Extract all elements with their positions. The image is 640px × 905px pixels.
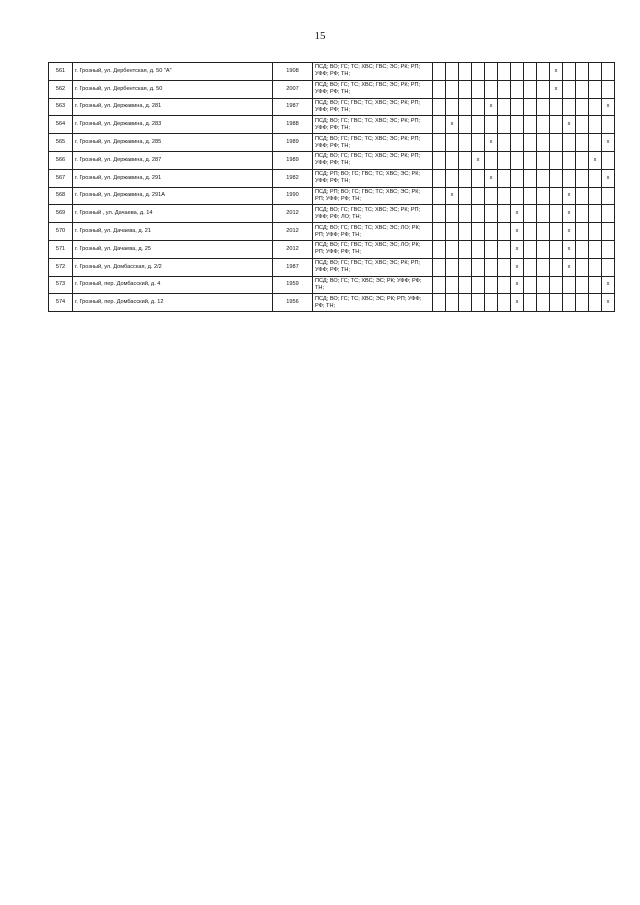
address-cell: г. Грозный, ул. Дачаева, д. 21 <box>73 223 273 241</box>
row-number-cell: 567 <box>49 169 73 187</box>
row-number-cell: 571 <box>49 240 73 258</box>
table-row <box>49 98 615 116</box>
table-row <box>49 187 615 205</box>
works-list-cell: ПСД; ВО; ГС; ГВС; ТС; ХВС; ЭС; РК; РП; УФФ; РФ; ТН; <box>313 151 433 169</box>
works-list-cell: ПСД; РП; ВО; ГС; ГВС; ТС; ХВС; ЭС; РК; УФФ; РФ; ТН; <box>313 169 433 187</box>
mark-cell <box>524 116 537 134</box>
works-list-cell: ПСД; ВО; ГС; ГВС; ТС; ХВС; ЭС; ЛО; РК; РП; УФФ; РФ; ТН; <box>313 223 433 241</box>
mark-cell <box>433 169 446 187</box>
address-cell: г. Грозный, ул. Дербентская, д. 50 <box>73 80 273 98</box>
row-number-cell: 565 <box>49 134 73 152</box>
mark-cell <box>537 151 550 169</box>
mark-cell <box>537 294 550 312</box>
mark-cell <box>498 80 511 98</box>
mark-cell <box>550 205 563 223</box>
mark-cell <box>498 98 511 116</box>
row-number-cell: 572 <box>49 258 73 276</box>
address-cell: г. Грозный, ул. Дачаева, д. 25 <box>73 240 273 258</box>
mark-cell <box>433 187 446 205</box>
address-cell: г. Грозный, пер. Домбасский, д. 4 <box>73 276 273 294</box>
mark-cell <box>589 187 602 205</box>
mark-cell <box>589 63 602 81</box>
mark-cell <box>498 294 511 312</box>
address-cell: г. Грозный, ул. Державина, д. 285 <box>73 134 273 152</box>
mark-cell <box>459 187 472 205</box>
mark-cell <box>524 223 537 241</box>
row-number-cell: 569 <box>49 205 73 223</box>
mark-cell <box>589 240 602 258</box>
works-list-cell: ПСД; ВО; ГС; ТС; ХВС; ЭС; РК; УФФ; РФ; ТН; <box>313 276 433 294</box>
mark-cell <box>576 80 589 98</box>
mark-cell <box>472 169 485 187</box>
mark-cell: x <box>485 134 498 152</box>
mark-cell <box>524 98 537 116</box>
row-number-cell: 574 <box>49 294 73 312</box>
mark-cell <box>550 98 563 116</box>
mark-cell <box>576 187 589 205</box>
table-row <box>49 151 615 169</box>
mark-cell <box>498 276 511 294</box>
mark-cell <box>459 258 472 276</box>
mark-cell <box>511 98 524 116</box>
mark-cell <box>576 276 589 294</box>
mark-cell <box>511 169 524 187</box>
mark-cell <box>550 169 563 187</box>
mark-cell <box>576 223 589 241</box>
mark-cell <box>550 223 563 241</box>
works-list-cell: ПСД; ВО; ГС; ТС; ХВС; ГВС; ЭС; РК; РП; УФФ; РФ; ТН; <box>313 80 433 98</box>
mark-cell <box>498 134 511 152</box>
mark-cell <box>511 151 524 169</box>
mark-cell <box>433 240 446 258</box>
year-cell: 2012 <box>273 223 313 241</box>
mark-cell <box>589 276 602 294</box>
registry-rows <box>49 63 615 312</box>
mark-cell <box>485 80 498 98</box>
mark-cell: x <box>589 151 602 169</box>
mark-cell <box>563 80 576 98</box>
mark-cell <box>524 63 537 81</box>
mark-cell <box>589 80 602 98</box>
table-row <box>49 63 615 81</box>
address-cell: г. Грозный, ул. Державина, д. 291А <box>73 187 273 205</box>
mark-cell: x <box>602 294 615 312</box>
mark-cell <box>446 151 459 169</box>
mark-cell <box>446 240 459 258</box>
table-row <box>49 116 615 134</box>
mark-cell <box>576 205 589 223</box>
address-cell: г. Грозный, ул. Державина, д. 281 <box>73 98 273 116</box>
mark-cell <box>472 116 485 134</box>
address-cell: г. Грозный , ул. Дачаева, д. 14 <box>73 205 273 223</box>
mark-cell <box>550 294 563 312</box>
mark-cell <box>537 80 550 98</box>
mark-cell <box>602 223 615 241</box>
mark-cell: x <box>511 223 524 241</box>
mark-cell <box>563 294 576 312</box>
mark-cell <box>472 63 485 81</box>
year-cell: 1989 <box>273 151 313 169</box>
mark-cell <box>576 258 589 276</box>
address-cell: г. Грозный, ул. Державина, д. 287 <box>73 151 273 169</box>
page-number: 15 <box>314 30 326 42</box>
mark-cell <box>576 116 589 134</box>
mark-cell <box>524 80 537 98</box>
mark-cell: x <box>563 223 576 241</box>
mark-cell <box>485 276 498 294</box>
year-cell: 1988 <box>273 116 313 134</box>
works-list-cell: ПСД; ВО; ГС; ТС; ХВС; ЭС; РК; РП; УФФ; РФ; ТН; <box>313 294 433 312</box>
address-cell: г. Грозный, ул. Домбасская, д. 2/2 <box>73 258 273 276</box>
mark-cell <box>498 169 511 187</box>
mark-cell: x <box>602 169 615 187</box>
year-cell: 1959 <box>273 276 313 294</box>
mark-cell <box>485 116 498 134</box>
mark-cell <box>459 98 472 116</box>
mark-cell <box>472 187 485 205</box>
mark-cell <box>498 116 511 134</box>
works-list-cell: ПСД; ВО; ГС; ГВС; ТС; ХВС; ЭС; РК; РП; УФФ; РФ; ТН; <box>313 98 433 116</box>
works-list-cell: ПСД; РП; ВО; ГС; ГВС; ТС; ХВС; ЭС; РК; РП; УФФ; РФ; ТН; <box>313 187 433 205</box>
year-cell: 1989 <box>273 134 313 152</box>
mark-cell <box>459 63 472 81</box>
mark-cell: x <box>563 258 576 276</box>
table-row <box>49 258 615 276</box>
mark-cell <box>446 63 459 81</box>
mark-cell <box>602 80 615 98</box>
mark-cell <box>524 205 537 223</box>
table-row <box>49 169 615 187</box>
mark-cell <box>446 276 459 294</box>
mark-cell <box>446 134 459 152</box>
mark-cell <box>498 187 511 205</box>
mark-cell <box>550 276 563 294</box>
mark-cell <box>472 134 485 152</box>
mark-cell <box>537 223 550 241</box>
mark-cell <box>524 294 537 312</box>
mark-cell <box>537 116 550 134</box>
mark-cell: x <box>563 187 576 205</box>
mark-cell <box>472 258 485 276</box>
table-row <box>49 80 615 98</box>
mark-cell <box>602 116 615 134</box>
mark-cell <box>576 98 589 116</box>
mark-cell <box>589 134 602 152</box>
table-row <box>49 205 615 223</box>
mark-cell <box>459 294 472 312</box>
mark-cell <box>550 240 563 258</box>
mark-cell: x <box>485 169 498 187</box>
mark-cell <box>472 223 485 241</box>
mark-cell <box>537 276 550 294</box>
table-row <box>49 294 615 312</box>
mark-cell <box>576 240 589 258</box>
mark-cell <box>485 223 498 241</box>
mark-cell <box>524 258 537 276</box>
table-row <box>49 276 615 294</box>
address-cell: г. Грозный, ул. Державина, д. 291 <box>73 169 273 187</box>
mark-cell: x <box>550 80 563 98</box>
mark-cell <box>537 258 550 276</box>
mark-cell: x <box>511 205 524 223</box>
year-cell: 1908 <box>273 63 313 81</box>
mark-cell <box>459 169 472 187</box>
address-cell: г. Грозный, ул. Державина, д. 283 <box>73 116 273 134</box>
mark-cell <box>524 134 537 152</box>
mark-cell <box>511 134 524 152</box>
mark-cell <box>576 63 589 81</box>
mark-cell <box>537 205 550 223</box>
mark-cell <box>537 187 550 205</box>
row-number-cell: 570 <box>49 223 73 241</box>
mark-cell <box>433 223 446 241</box>
mark-cell: x <box>563 205 576 223</box>
mark-cell: x <box>602 98 615 116</box>
works-list-cell: ПСД; ВО; ГС; ГВС; ТС; ХВС; ЭС; РК; РП; УФФ; РФ; ТН; <box>313 134 433 152</box>
mark-cell <box>576 169 589 187</box>
mark-cell: x <box>550 63 563 81</box>
mark-cell: x <box>446 116 459 134</box>
mark-cell <box>433 98 446 116</box>
mark-cell <box>563 63 576 81</box>
mark-cell <box>433 80 446 98</box>
mark-cell <box>563 98 576 116</box>
mark-cell <box>537 134 550 152</box>
mark-cell <box>537 63 550 81</box>
works-list-cell: ПСД; ВО; ГС; ГВС; ТС; ХВС; ЭС; РК; РП; УФФ; РФ; ТН; <box>313 258 433 276</box>
mark-cell <box>550 258 563 276</box>
mark-cell <box>472 98 485 116</box>
works-list-cell: ПСД; ВО; ГС; ГВС; ТС; ХВС; ЭС; ЛО; РК; РП; УФФ; РФ; ТН; <box>313 240 433 258</box>
row-number-cell: 564 <box>49 116 73 134</box>
mark-cell <box>602 205 615 223</box>
mark-cell <box>433 134 446 152</box>
mark-cell <box>433 294 446 312</box>
mark-cell <box>563 169 576 187</box>
mark-cell <box>550 116 563 134</box>
mark-cell <box>472 205 485 223</box>
mark-cell <box>446 205 459 223</box>
mark-cell <box>459 151 472 169</box>
mark-cell <box>550 151 563 169</box>
mark-cell <box>459 80 472 98</box>
mark-cell <box>446 169 459 187</box>
mark-cell <box>589 116 602 134</box>
mark-cell <box>511 63 524 81</box>
mark-cell <box>563 134 576 152</box>
mark-cell: x <box>602 276 615 294</box>
mark-cell <box>602 187 615 205</box>
mark-cell <box>485 205 498 223</box>
row-number-cell: 563 <box>49 98 73 116</box>
mark-cell <box>576 134 589 152</box>
mark-cell <box>472 294 485 312</box>
mark-cell <box>563 276 576 294</box>
table-row <box>49 240 615 258</box>
mark-cell <box>472 80 485 98</box>
address-cell: г. Грозный, ул. Дербентская, д. 50 "А" <box>73 63 273 81</box>
mark-cell <box>589 294 602 312</box>
mark-cell <box>550 134 563 152</box>
mark-cell <box>576 151 589 169</box>
mark-cell: x <box>511 294 524 312</box>
mark-cell <box>589 205 602 223</box>
row-number-cell: 573 <box>49 276 73 294</box>
year-cell: 1987 <box>273 258 313 276</box>
mark-cell <box>537 98 550 116</box>
mark-cell <box>602 151 615 169</box>
mark-cell <box>602 63 615 81</box>
mark-cell <box>498 258 511 276</box>
mark-cell <box>485 240 498 258</box>
mark-cell <box>433 116 446 134</box>
year-cell: 1956 <box>273 294 313 312</box>
mark-cell <box>498 223 511 241</box>
mark-cell <box>446 258 459 276</box>
mark-cell <box>485 258 498 276</box>
mark-cell <box>485 63 498 81</box>
mark-cell <box>537 240 550 258</box>
mark-cell <box>459 205 472 223</box>
mark-cell <box>524 240 537 258</box>
mark-cell: x <box>472 151 485 169</box>
mark-cell: x <box>511 276 524 294</box>
mark-cell <box>524 151 537 169</box>
mark-cell <box>602 258 615 276</box>
row-number-cell: 568 <box>49 187 73 205</box>
year-cell: 2007 <box>273 80 313 98</box>
mark-cell <box>498 63 511 81</box>
mark-cell <box>511 116 524 134</box>
works-list-cell: ПСД; ВО; ГС; ТС; ХВС; ГВС; ЭС; РК; РП; УФФ; РФ; ТН; <box>313 63 433 81</box>
works-list-cell: ПСД; ВО; ГС; ГВС; ТС; ХВС; ЭС; РК; РП; УФФ; РФ; ЛО; ТН; <box>313 205 433 223</box>
mark-cell <box>524 169 537 187</box>
year-cell: 2012 <box>273 205 313 223</box>
mark-cell <box>446 223 459 241</box>
year-cell: 1987 <box>273 98 313 116</box>
mark-cell <box>459 240 472 258</box>
mark-cell <box>433 258 446 276</box>
mark-cell <box>485 294 498 312</box>
mark-cell <box>589 169 602 187</box>
mark-cell <box>446 98 459 116</box>
mark-cell <box>485 151 498 169</box>
row-number-cell: 561 <box>49 63 73 81</box>
mark-cell: x <box>602 134 615 152</box>
mark-cell <box>511 187 524 205</box>
row-number-cell: 566 <box>49 151 73 169</box>
mark-cell <box>459 134 472 152</box>
row-number-cell: 562 <box>49 80 73 98</box>
mark-cell: x <box>511 240 524 258</box>
works-list-cell: ПСД; ВО; ГС; ГВС; ТС; ХВС; ЭС; РК; РП; УФФ; РФ; ТН; <box>313 116 433 134</box>
table-row <box>49 223 615 241</box>
mark-cell <box>446 80 459 98</box>
mark-cell <box>576 294 589 312</box>
mark-cell <box>589 98 602 116</box>
mark-cell <box>524 276 537 294</box>
mark-cell <box>498 240 511 258</box>
mark-cell <box>472 276 485 294</box>
mark-cell <box>524 187 537 205</box>
mark-cell <box>433 276 446 294</box>
mark-cell <box>433 63 446 81</box>
mark-cell <box>498 151 511 169</box>
mark-cell <box>433 205 446 223</box>
year-cell: 1990 <box>273 187 313 205</box>
mark-cell <box>537 169 550 187</box>
registry-table <box>48 62 615 312</box>
year-cell: 2012 <box>273 240 313 258</box>
mark-cell <box>459 116 472 134</box>
mark-cell: x <box>485 98 498 116</box>
mark-cell: x <box>563 240 576 258</box>
mark-cell <box>433 151 446 169</box>
mark-cell: x <box>511 258 524 276</box>
mark-cell <box>589 223 602 241</box>
table-row <box>49 134 615 152</box>
mark-cell <box>589 258 602 276</box>
year-cell: 1982 <box>273 169 313 187</box>
mark-cell: x <box>563 116 576 134</box>
mark-cell <box>459 223 472 241</box>
mark-cell <box>446 294 459 312</box>
mark-cell <box>498 205 511 223</box>
mark-cell <box>602 240 615 258</box>
mark-cell <box>563 151 576 169</box>
mark-cell <box>550 187 563 205</box>
mark-cell <box>459 276 472 294</box>
mark-cell <box>485 187 498 205</box>
mark-cell <box>472 240 485 258</box>
mark-cell: x <box>446 187 459 205</box>
mark-cell <box>511 80 524 98</box>
address-cell: г. Грозный, пер. Домбасский, д. 12 <box>73 294 273 312</box>
